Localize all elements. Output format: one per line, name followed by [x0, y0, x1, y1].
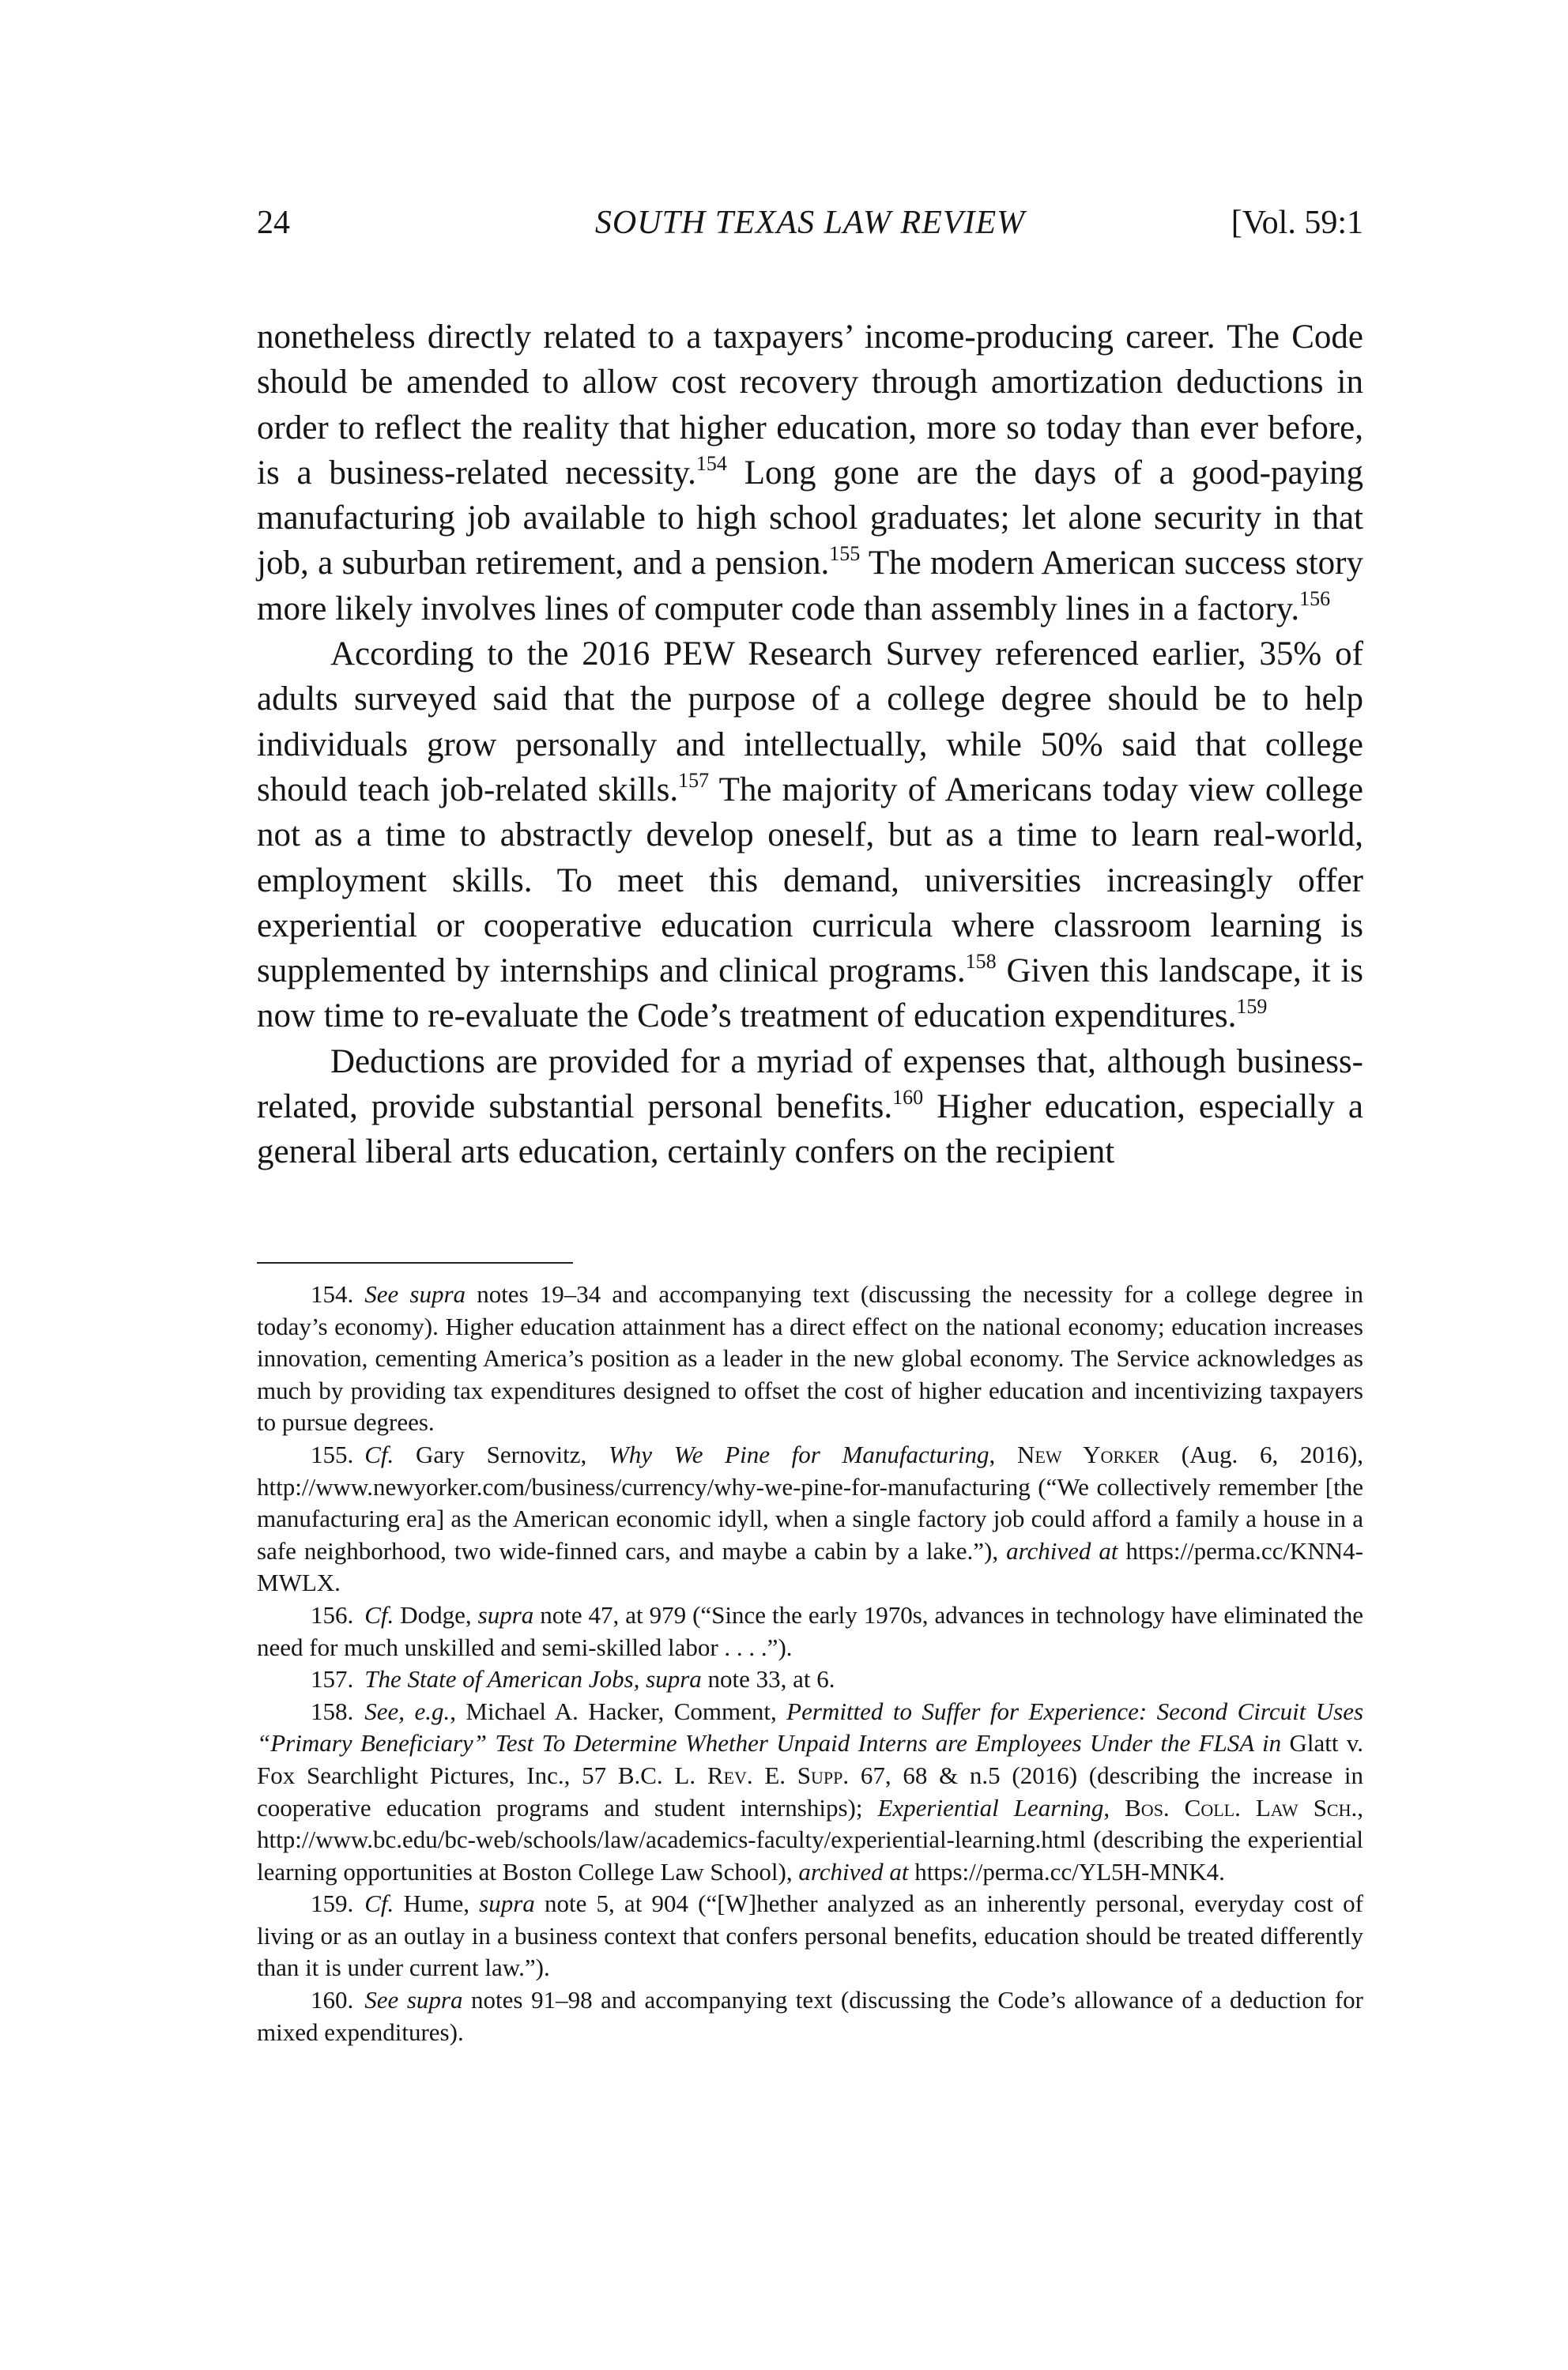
footnote-ref-160[interactable]: 160 [892, 1085, 924, 1109]
footnote-155 [257, 1439, 1363, 1599]
article-title: The State of American Jobs, supra [364, 1665, 702, 1694]
footnote-text: notes 19–34 and accompanying text (discussing the necessity for a college degree in today’s economy). Higher education attainment has a direct effect on the national economy; education increases innovation, cementing America’s position as a leader in the new global economy. The Service acknowledges as much by providing tax expenditures designed to offset the cost of higher education and incentivizing taxpayers to pursue degrees. [257, 1280, 1363, 1437]
footnote-text: (Aug. 6, 2016), http://www.newyorker.com/business/currency/why-we-pine-for-manufacturing (“We collectively remember [the manufacturing era] as the American economic idyll, when a single factory job could afford a family a house in a safe neighborhood, two wide-finned cars, and maybe a cabin by a lake.”), [257, 1440, 1363, 1565]
footnote-text: Hume, [394, 1890, 480, 1918]
footnote-number: 159. [311, 1890, 354, 1918]
volume-label: [Vol. 59:1 [1231, 205, 1363, 241]
footnote-number: 154. [311, 1280, 354, 1308]
footnote-159 [257, 1888, 1363, 1984]
footnote-number: 160. [311, 1986, 354, 2014]
signal: supra [479, 1890, 535, 1918]
publication: Bos. Coll. Law Sch. [1125, 1793, 1358, 1822]
footnote-ref-157[interactable]: 157 [678, 768, 710, 792]
footnote-text: notes 91–98 and accompanying text (discussing the Code’s allowance of a deduction for mixed expenditures). [257, 1986, 1363, 2046]
publication: B.C. L. Rev. E. Supp. [617, 1761, 850, 1789]
signal: See, e.g. [364, 1697, 450, 1725]
article-title: Experiential Learning [877, 1793, 1104, 1822]
signal: Cf. [364, 1890, 394, 1918]
footnote-ref-156[interactable]: 156 [1299, 587, 1331, 611]
footnote-number: 158. [311, 1697, 354, 1725]
text-run: nonetheless directly related to a taxpayers’ income-producing career. The Code should be amended to allow cost recovery through amortization deductions in order to reflect the reality that higher education, more so today than ever before, is a business-related necessity. [257, 318, 1363, 492]
paragraph-3 [257, 1039, 1363, 1175]
signal: See supra [364, 1986, 463, 2014]
footnote-ref-159[interactable]: 159 [1236, 995, 1268, 1019]
signal: See supra [364, 1280, 466, 1308]
text-run: The modern American success story more likely involves lines of computer code than assembly lines in a factory. [257, 544, 1363, 627]
running-header [257, 204, 1363, 251]
article-title: Permitted to Suffer for Experience: Second Circuit Uses “Primary Beneficiary” Test To Determine Whether Unpaid Interns are Employees Under the FLSA in [257, 1697, 1364, 1758]
footnote-text: Dodge, [394, 1600, 478, 1629]
archived-label: archived at [1006, 1536, 1118, 1565]
footnote-text: , Michael A. Hacker, Comment, [450, 1697, 787, 1725]
footnote-number: 155. [311, 1440, 354, 1468]
footnote-text: Glatt v. Fox Searchlight Pictures, Inc., 57 [257, 1729, 1363, 1789]
publication: New Yorker [1017, 1440, 1160, 1468]
footnote-160 [257, 1984, 1363, 2048]
footnote-number: 157. [311, 1665, 354, 1694]
footnote-ref-155[interactable]: 155 [829, 542, 861, 566]
footnote-157 [257, 1664, 1363, 1696]
archive-link[interactable]: https://perma.cc/YL5H-MNK4. [908, 1857, 1225, 1886]
footnote-154 [257, 1279, 1363, 1439]
footnote-text: , [1103, 1793, 1125, 1822]
footnote-text: note 5, at 904 (“[W]hether analyzed as an inherently personal, everyday cost of living or as an outlay in a business context that confers personal benefits, education should be treated differently than it is under current law.”). [257, 1890, 1363, 1982]
signal: supra [477, 1600, 534, 1629]
article-title: Why We Pine for Manufacturing [608, 1440, 989, 1468]
footnote-text: note 33, at 6. [701, 1665, 835, 1694]
paragraph-2 [257, 631, 1363, 1039]
footnote-separator [257, 1262, 573, 1264]
text-run: Deductions are provided for a myriad of expenses that, although business-related, provide substantial personal benefits. [257, 1042, 1363, 1126]
body-text [257, 315, 1363, 1175]
text-run: According to the 2016 PEW Research Survey referenced earlier, 35% of adults surveyed said that the purpose of a college degree should be to help individuals grow personally and intellectually, while 50% said that college should teach job-related skills. [257, 635, 1363, 808]
footnote-ref-154[interactable]: 154 [695, 451, 727, 475]
signal: Cf. [364, 1440, 394, 1468]
footnotes [257, 1279, 1363, 2048]
footnote-156 [257, 1599, 1363, 1664]
text-run: Long gone are the days of a good-paying manufacturing job available to high school graduates; let alone security in that job, a suburban retirement, and a pension. [257, 454, 1363, 582]
text-run: Given this landscape, it is now time to re-evaluate the Code’s treatment of education expenditures. [257, 952, 1364, 1035]
footnote-text: note 47, at 979 (“Since the early 1970s, advances in technology have eliminated the need for much unskilled and semi-skilled labor . . . .”). [257, 1600, 1363, 1661]
signal: Cf. [364, 1600, 394, 1629]
archived-label: archived at [798, 1857, 909, 1886]
footnote-ref-158[interactable]: 158 [965, 949, 997, 973]
footnote-text: , [989, 1440, 1017, 1468]
footnote-text: , http://www.bc.edu/bc-web/schools/law/academics-faculty/experiential-learning.html (describing the experiential learning opportunities at Boston College Law School), [257, 1793, 1363, 1886]
footnote-number: 156. [311, 1600, 354, 1629]
paragraph-1 [257, 315, 1363, 631]
footnote-158 [257, 1696, 1363, 1889]
archive-link[interactable]: https://perma.cc/KNN4-MWLX. [257, 1536, 1364, 1597]
footnote-text: 67, 68 & n.5 (2016) (describing the increase in cooperative education programs and student internships); [257, 1761, 1363, 1822]
journal-title: SOUTH TEXAS LAW REVIEW [594, 205, 1026, 241]
page-number: 24 [257, 205, 290, 241]
text-run: The majority of Americans today view college not as a time to abstractly develop oneself, but as a time to learn real-world, employment skills. To meet this demand, universities increasingly offer experiential or cooperative education curricula where classroom learning is supplemented by internships and clinical programs. [257, 771, 1363, 990]
text-run: Higher education, especially a general liberal arts education, certainly confers on the recipient [257, 1088, 1363, 1171]
footnote-text: Gary Sernovitz, [394, 1440, 609, 1468]
